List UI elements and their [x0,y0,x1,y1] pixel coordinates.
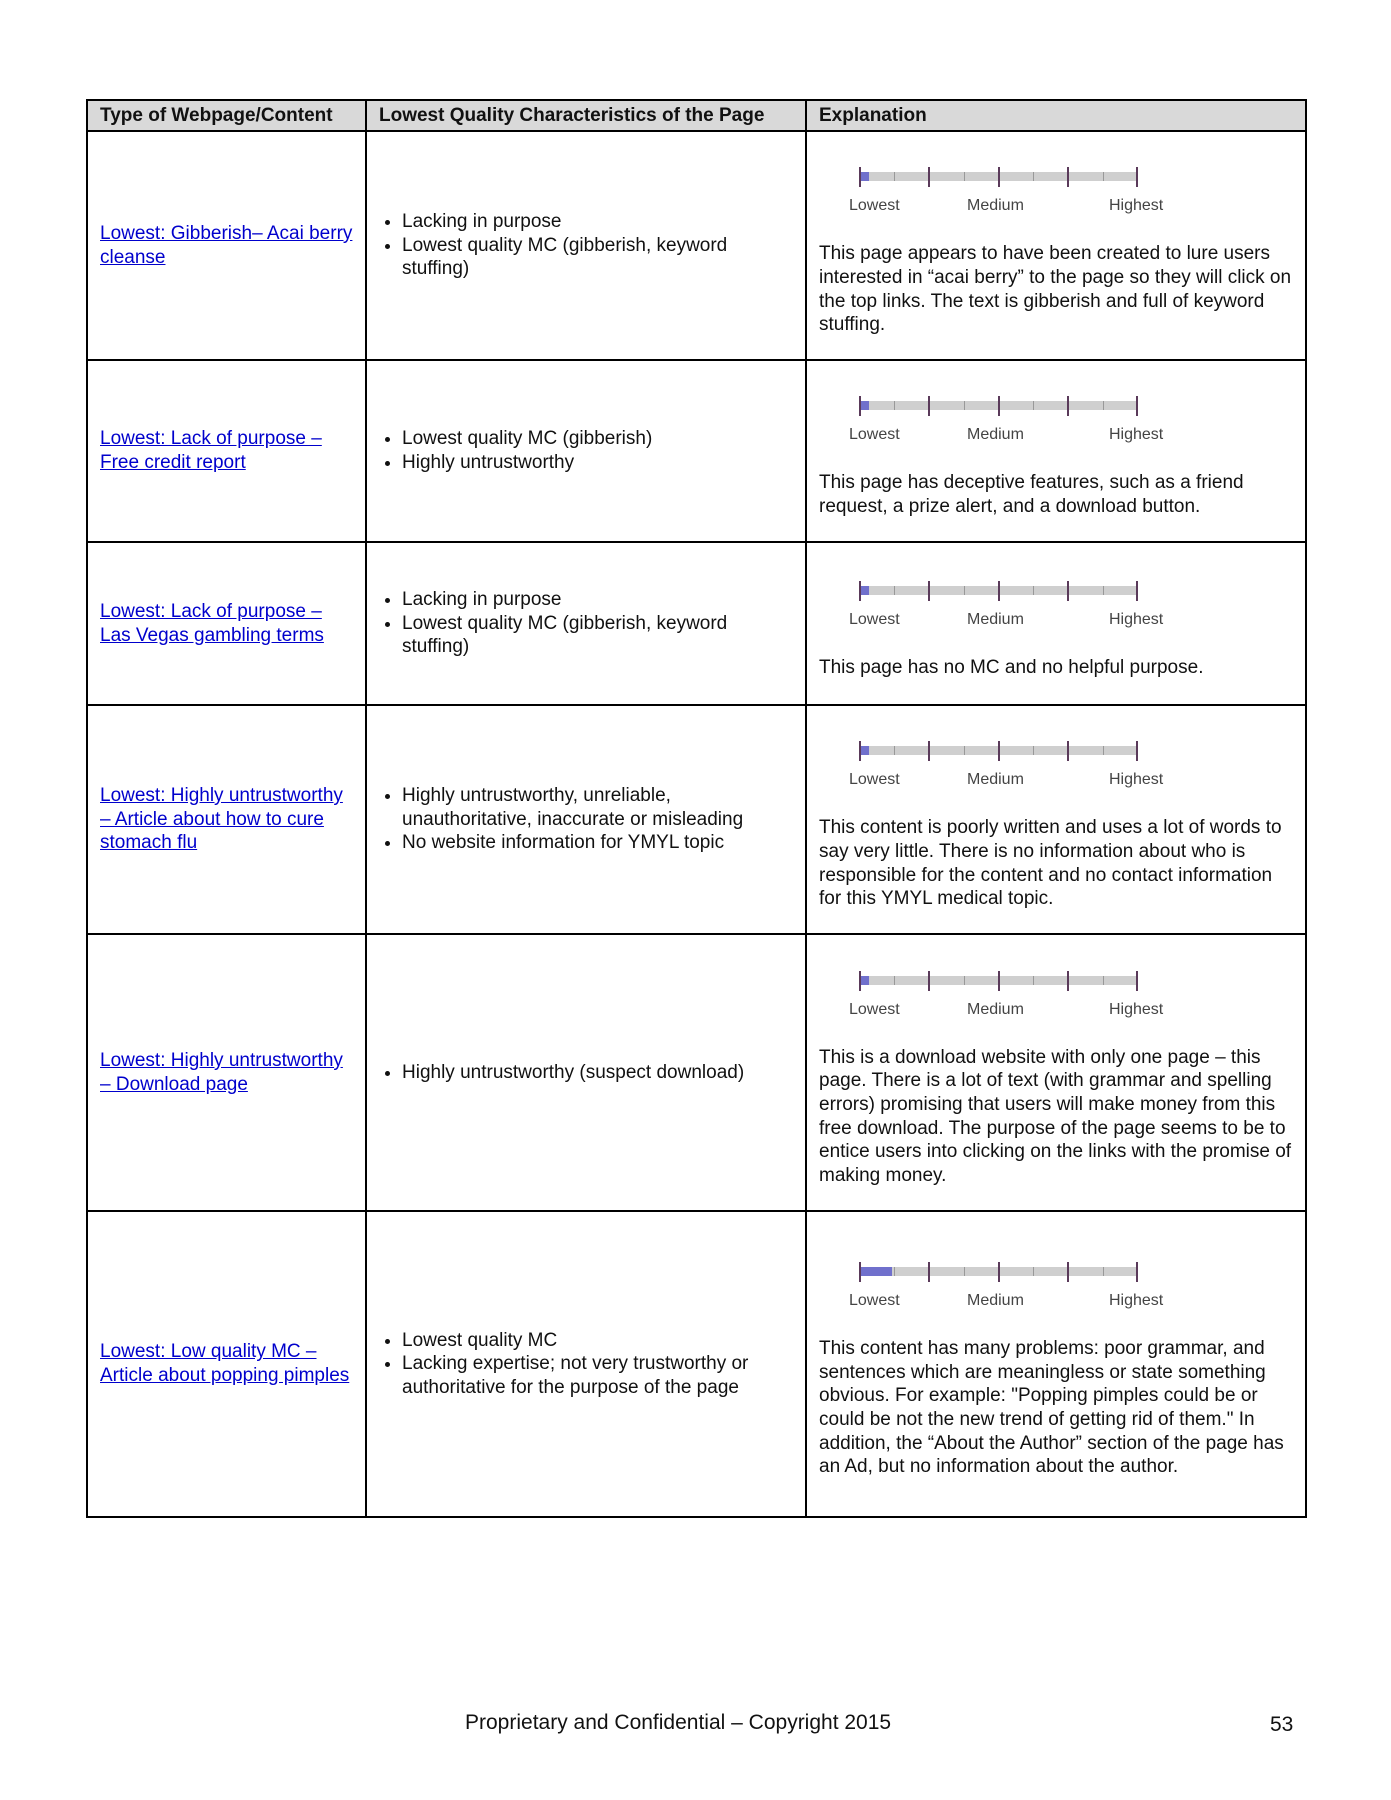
characteristics-list [379,210,793,281]
scale-major-tick [928,396,930,416]
scale-minor-tick [894,976,895,985]
scale-major-tick [1067,1262,1069,1282]
scale-label-highest: Highest [1109,426,1164,444]
bullet-item: • Highly untrustworthy, unreliable, unauthoritative, inaccurate or misleading [402,784,793,831]
characteristics-list [379,1329,793,1400]
quality-rating-slider [849,572,1189,642]
scale-major-tick [998,971,1000,991]
scale-major-tick [1136,167,1138,187]
scale-minor-tick [1103,976,1104,985]
scale-major-tick [998,167,1000,187]
scale-major-tick [1136,1262,1138,1282]
quality-rating-slider [849,962,1189,1032]
scale-label-lowest: Lowest [849,771,900,789]
bullet-item: • Lacking in purpose [402,588,793,612]
scale-major-tick [1067,971,1069,991]
scale-major-tick [859,971,861,991]
scale-label-medium: Medium [967,771,1024,789]
bullet-item: • Lacking in purpose [402,210,793,234]
header-type: Type of Webpage/Content [87,100,366,131]
scale-minor-tick [964,586,965,595]
explanation-text: This content has many problems: poor grammar, and sentences which are meaningless or state something obvious. For example: "Popping pimples could be or could be not the new trend of getting rid of them." In addition, the “About the Author” section of the page has an Ad, but no information about the author. [819,1338,1284,1478]
bullet-item: • Highly untrustworthy [402,451,793,475]
scale-minor-tick [894,746,895,755]
header-characteristics: Lowest Quality Characteristics of the Page [366,100,806,131]
header-explanation: Explanation [806,100,1306,131]
scale-minor-tick [894,586,895,595]
scale-minor-tick [1103,401,1104,410]
table-row [87,934,1306,1211]
scale-label-medium: Medium [967,1000,1024,1018]
content-link[interactable]: Lowest: Gibberish– Acai berry cleanse [100,222,353,268]
scale-minor-tick [1103,172,1104,181]
scale-minor-tick [1033,401,1034,410]
scale-major-tick [998,741,1000,761]
bullet-item: • Lacking expertise; not very trustworthy or authoritative for the purpose of the page [402,1352,793,1399]
rating-fill [859,1267,892,1276]
scale-label-highest: Highest [1109,610,1164,628]
scale-minor-tick [1033,976,1034,985]
scale-major-tick [928,581,930,601]
bullet-item: • Lowest quality MC [402,1329,793,1353]
scale-minor-tick [1033,172,1034,181]
characteristics-list [379,784,793,855]
explanation-text: This content is poorly written and uses a lot of words to say very little. There is no information about who is responsible for the content and no contact information for this YMYL medical topic. [819,817,1282,910]
scale-minor-tick [894,401,895,410]
content-link[interactable]: Lowest: Low quality MC – Article about popping pimples [100,1341,350,1386]
scale-major-tick [1136,741,1138,761]
scale-major-tick [1067,741,1069,761]
scale-label-medium: Medium [967,197,1024,215]
scale-minor-tick [964,172,965,181]
scale-major-tick [1067,581,1069,601]
explanation-text: This page has no MC and no helpful purpose. [819,656,1204,678]
scale-minor-tick [1033,1267,1034,1276]
bullet-item: • Highly untrustworthy (suspect download) [402,1061,793,1085]
scale-major-tick [1136,971,1138,991]
explanation-text: This page appears to have been created to lure users interested in “acai berry” to the page so they will click on the top links. The text is gibberish and full of keyword stuffing. [819,243,1292,336]
scale-major-tick [859,581,861,601]
scale-minor-tick [964,1267,965,1276]
scale-label-lowest: Lowest [849,197,900,215]
scale-major-tick [1136,581,1138,601]
content-link[interactable]: Lowest: Lack of purpose – Las Vegas gambling terms [100,600,324,646]
scale-label-highest: Highest [1109,1000,1164,1018]
scale-label-lowest: Lowest [849,610,900,628]
table-row [87,1211,1306,1517]
scale-major-tick [859,1262,861,1282]
characteristics-list [379,427,793,474]
scale-minor-tick [1033,746,1034,755]
scale-minor-tick [964,746,965,755]
quality-rating-slider [849,387,1189,457]
scale-label-highest: Highest [1109,197,1164,215]
scale-major-tick [859,396,861,416]
quality-rating-slider [849,1253,1189,1323]
table-row [87,131,1306,360]
scale-major-tick [1136,396,1138,416]
table-row [87,360,1306,542]
scale-major-tick [928,1262,930,1282]
quality-rating-slider [849,732,1189,802]
scale-major-tick [1067,167,1069,187]
content-link[interactable]: Lowest: Highly untrustworthy – Article about how to cure stomach flu [100,785,343,854]
quality-table [86,99,1307,1518]
scale-label-lowest: Lowest [849,1000,900,1018]
scale-minor-tick [964,976,965,985]
scale-label-highest: Highest [1109,1292,1164,1310]
scale-major-tick [859,167,861,187]
page-number: 53 [1270,1713,1294,1736]
explanation-text: This page has deceptive features, such as a friend request, a prize alert, and a download button. [819,472,1244,517]
scale-major-tick [928,167,930,187]
scale-label-highest: Highest [1109,771,1164,789]
scale-label-medium: Medium [967,1292,1024,1310]
scale-minor-tick [1103,1267,1104,1276]
scale-major-tick [998,581,1000,601]
characteristics-list [379,588,793,659]
scale-label-medium: Medium [967,426,1024,444]
explanation-text: This is a download website with only one page – this page. There is a lot of text (with grammar and spelling errors) promising that users will make money from this free download. The purpose of the page seems to be to entice users into clicking on the links with the promise of making money. [819,1046,1292,1186]
scale-label-lowest: Lowest [849,426,900,444]
content-link[interactable]: Lowest: Highly untrustworthy – Download page [100,1049,343,1095]
scale-major-tick [928,741,930,761]
bullet-item: • No website information for YMYL topic [402,831,793,855]
quality-rating-slider [849,158,1189,228]
scale-major-tick [859,741,861,761]
scale-major-tick [1067,396,1069,416]
scale-minor-tick [894,1267,895,1276]
characteristics-list [379,1061,793,1085]
scale-minor-tick [1103,586,1104,595]
bullet-item: • Lowest quality MC (gibberish, keyword stuffing) [402,234,793,281]
table-row [87,542,1306,705]
scale-minor-tick [964,401,965,410]
bullet-item: • Lowest quality MC (gibberish) [402,427,793,451]
scale-minor-tick [894,172,895,181]
scale-major-tick [998,1262,1000,1282]
table-row [87,705,1306,934]
scale-major-tick [998,396,1000,416]
scale-major-tick [928,971,930,991]
bullet-item: • Lowest quality MC (gibberish, keyword stuffing) [402,612,793,659]
scale-label-lowest: Lowest [849,1292,900,1310]
scale-minor-tick [1103,746,1104,755]
scale-minor-tick [1033,586,1034,595]
content-link[interactable]: Lowest: Lack of purpose – Free credit report [100,428,322,473]
footer-text: Proprietary and Confidential – Copyright 2015 [465,1711,892,1734]
scale-label-medium: Medium [967,610,1024,628]
